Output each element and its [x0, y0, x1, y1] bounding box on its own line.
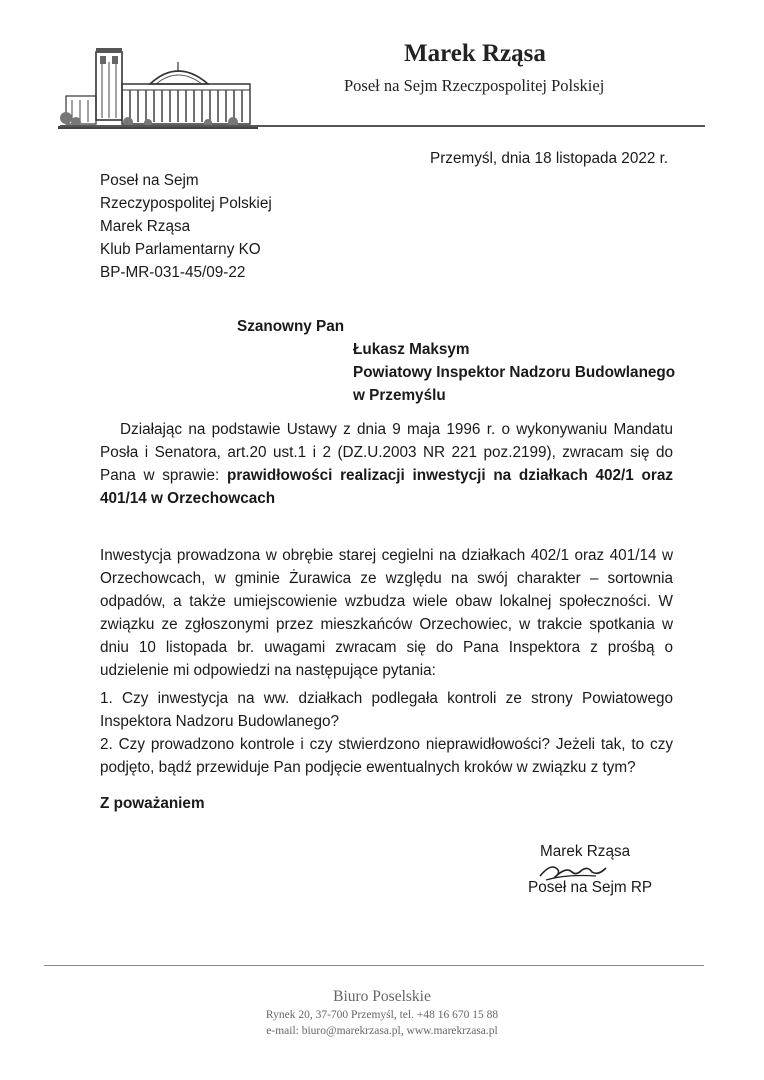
recipient-title: Powiatowy Inspektor Nadzoru Budowlanego — [353, 364, 676, 381]
footer-address: Rynek 20, 37-700 Przemyśl, tel. +48 16 670 15 88 — [265, 1009, 499, 1021]
question-2: 2. Czy prowadzono kontrole i czy stwierdzono nieprawidłowości? Jeżeli tak, to czy podjęto, bądź przewiduje Pan podjęcie ewentualnych kroków w związku z tym? — [100, 736, 673, 776]
sender-line: Marek Rząsa — [100, 218, 191, 235]
closing: Z poważaniem — [100, 795, 205, 812]
header-divider — [60, 125, 705, 127]
salutation: Szanowny Pan — [237, 318, 345, 335]
footer-divider — [44, 965, 704, 966]
header-subtitle: Poseł na Sejm Rzeczpospolitej Polskiej — [344, 76, 605, 95]
sejm-building-logo — [58, 44, 258, 136]
sender-line: Klub Parlamentarny KO — [100, 241, 261, 258]
footer-title: Biuro Poselskie — [333, 988, 431, 1005]
header-name: Marek Rząsa — [404, 40, 546, 67]
sender-line: Rzeczypospolitej Polskiej — [100, 195, 272, 212]
recipient-location: w Przemyślu — [353, 387, 446, 404]
date-line: Przemyśl, dnia 18 listopada 2022 r. — [430, 150, 669, 167]
signature-title: Poseł na Sejm RP — [528, 879, 653, 896]
intro-paragraph — [100, 419, 673, 511]
intro-subject: prawidłowości realizacji inwestycji na działkach 402/1 oraz 401/14 w Orzechowcach — [100, 466, 674, 507]
intro-text: Działając na podstawie Ustawy z dnia 9 maja 1996 r. o wykonywaniu Mandatu Posła i Senatora, art.20 ust.1 i 2 (DZ.U.2003 NR 221 poz.2199), zwracam się do Pana w sprawie: — [100, 421, 673, 484]
sender-line: Poseł na Sejm — [100, 172, 199, 189]
body-paragraph: Inwestycja prowadzona w obrębie starej cegielni na działkach 402/1 oraz 401/14 w Orzechowcach, w gminie Żurawica ze względu na swój charakter – sortownia odpadów, a także umiejscowienie wzbudza wiele obaw lokalnej społeczności. W związku ze zgłoszonymi przez mieszkańców Orzechowiec, w trakcie spotkania w dniu 10 listopada br. uwagami zwracam się do Pana Inspektora z prośbą o udzielenie mi odpowiedzi na następujące pytania: — [100, 547, 673, 679]
signature-name: Marek Rząsa — [540, 843, 631, 860]
footer-contact: e-mail: biuro@marekrzasa.pl, www.marekrzasa.pl — [266, 1025, 498, 1037]
sender-reference-number: BP-MR-031-45/09-22 — [100, 264, 246, 281]
question-1: 1. Czy inwestycja na ww. działkach podlegała kontroli ze strony Powiatowego Inspektora Nadzoru Budowlanego? — [100, 690, 673, 730]
recipient-name: Łukasz Maksym — [353, 341, 470, 358]
